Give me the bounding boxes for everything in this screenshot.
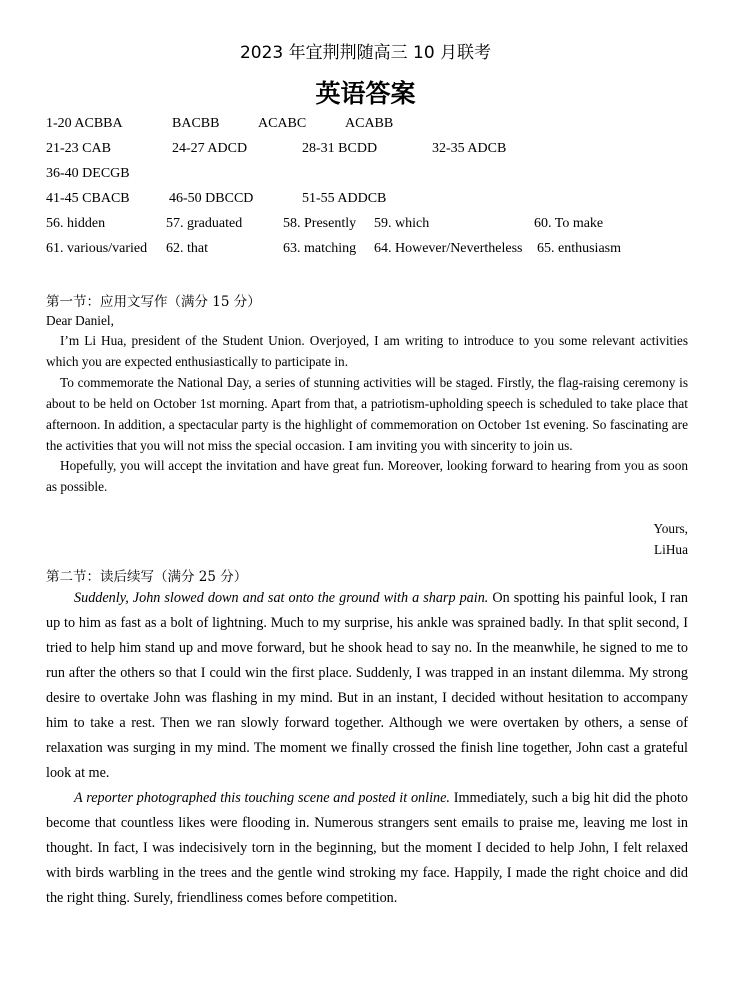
given-opening-sentence: Suddenly, John slowed down and sat onto the ground with a sharp pain. — [74, 590, 489, 606]
answer-cell: BACBB — [172, 116, 220, 131]
answer-cell: 36-40 DECGB — [46, 166, 130, 181]
essay-text: Immediately, such a big hit did the photo become that countless likes were flooding in. Numerous strangers sent emails to praise me, leaving me lost in thought. In fact, I was indecisively torn in the beginning, but the moment I decided to help John, I felt relaxed with birds warbling in the trees and the gentle wind stroking my face. Happily, I made the right choice and did the right thing. Surely, friendliness comes before competition. — [46, 790, 688, 906]
letter-salutation: Dear Daniel, — [46, 313, 114, 328]
answer-cell: 65. enthusiasm — [537, 241, 621, 256]
answer-cell: 32-35 ADCB — [432, 141, 507, 156]
answer-cell: ACABB — [345, 116, 394, 131]
answer-cell: 1-20 ACBBA — [46, 116, 123, 131]
answer-cell: 51-55 ADDCB — [302, 191, 387, 206]
letter-body — [46, 331, 688, 498]
answer-cell: 46-50 DBCCD — [169, 191, 254, 206]
given-opening-sentence: A reporter photographed this touching scene and posted it online. — [74, 790, 450, 806]
document-title: 2023 年宜荆荆随高三 10 月联考 — [239, 43, 492, 63]
answer-cell: ACABC — [258, 116, 307, 131]
answer-cell: 56. hidden — [46, 216, 106, 231]
answer-cell: 41-45 CBACB — [46, 191, 130, 206]
letter-paragraph: I’m Li Hua, president of the Student Union. Overjoyed, I am writing to introduce to you some relevant activities which you are expected enthusiastically to participate in. — [46, 333, 688, 369]
answer-cell: 57. graduated — [166, 216, 243, 231]
answer-cell: 64. However/Nevertheless — [374, 241, 523, 256]
answer-cell: 62. that — [166, 241, 208, 256]
answer-cell: 61. various/varied — [46, 241, 148, 256]
letter-paragraph: Hopefully, you will accept the invitation and have great fun. Moreover, looking forward to hearing from you as soon as possible. — [46, 458, 688, 495]
essay-text: On spotting his painful look, I ran up to him as fast as a bolt of lightning. Much to my surprise, his ankle was sprained badly. In that split second, I tried to help him stand up and move forward, but he shook head to say no. In the meanwhile, he signed to me to run after the others so that I could win the first place. Suddenly, I was trapped in an instant dilemma. My strong desire to overtake John was flashing in my mind. But in an instant, I decided without hesitation to accompany him to take a rest. Then we ran slowly forward together. Although we were overtaken by others, a sense of relaxation was surging in my mind. The moment we finally crossed the finish line together, John cast a grateful look at me. — [46, 590, 688, 781]
continuation-essay — [46, 586, 688, 911]
letter-closing: Yours, — [653, 521, 688, 536]
answer-cell: 28-31 BCDD — [302, 141, 378, 156]
letter-paragraph: To commemorate the National Day, a series of stunning activities will be staged. Firstly, the flag-raising ceremony is about to be held on October 1st morning. Apart from that, a patriotism-upholding speech is scheduled to take place that afternoon. In addition, a spectacular party is the highlight of commemoration on October 1st evening. So fascinating are the activities that you will not miss the special occasion. I am inviting you with sincerity to join us. — [46, 374, 688, 453]
answer-cell: 21-23 CAB — [46, 141, 111, 156]
answer-cell: 60. To make — [534, 216, 604, 231]
essay-paragraph — [46, 786, 688, 911]
document-subtitle: 英语答案 — [315, 79, 416, 108]
answer-cell: 58. Presently — [283, 216, 357, 231]
section1-heading: 第一节：应用文写作（满分 15 分） — [46, 294, 261, 310]
letter-signature: LiHua — [654, 542, 688, 557]
answer-cell: 59. which — [374, 216, 430, 231]
answer-cell: 63. matching — [283, 241, 357, 256]
answer-cell: 24-27 ADCD — [172, 141, 248, 156]
section2-heading: 第二节：读后续写（满分 25 分） — [46, 569, 248, 585]
essay-paragraph — [46, 586, 688, 786]
